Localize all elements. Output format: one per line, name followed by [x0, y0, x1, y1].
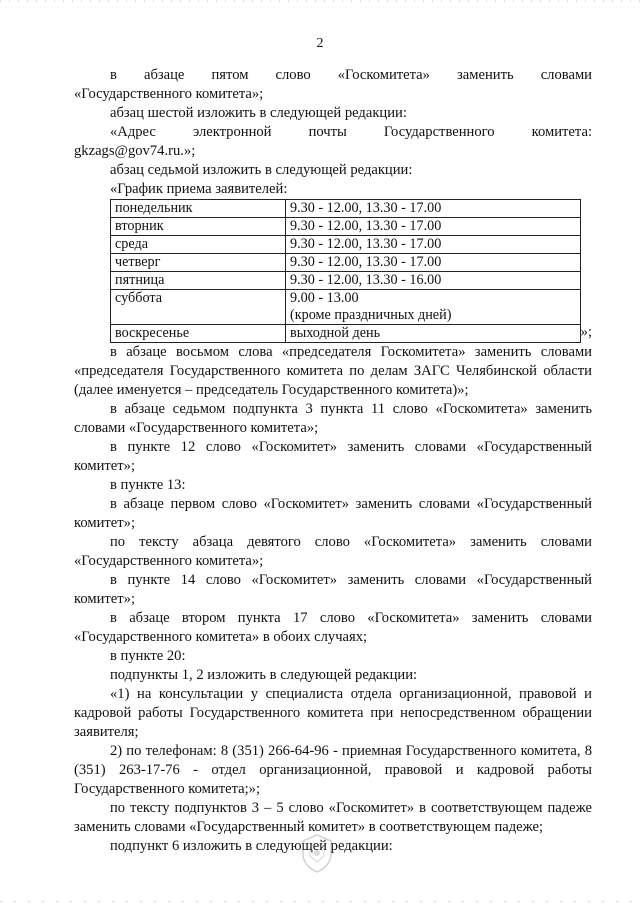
- paragraph-1-line-2: «Государственного комитета»;: [74, 86, 264, 102]
- schedule-day: четверг: [111, 254, 286, 272]
- schedule-day: воскресенье: [111, 325, 286, 343]
- paragraph-1-line-1: в абзаце пятом слово «Госкомитета» заменить словами: [110, 67, 592, 83]
- schedule-day: понедельник: [111, 200, 286, 218]
- schedule-block: [74, 199, 592, 343]
- amendment-paragraph: 2) по телефонам: 8 (351) 266-64-96 - приемная Государственного комитета, 8 (351) 263-17-76 - отдел организационной, правовой и кадровой работы Государственного комитета;»;: [74, 743, 592, 797]
- paragraph-3-line-2: gkzags@gov74.ru.»;: [74, 143, 196, 159]
- amendment-paragraph: в абзаце втором пункта 17 слово «Госкомитета» заменить словами «Государственного комитета» в обоих случаях;: [74, 610, 592, 645]
- schedule-time: 9.30 - 12.00, 13.30 - 17.00: [286, 200, 581, 218]
- schedule-time: 9.30 - 12.00, 13.30 - 17.00: [286, 218, 581, 236]
- amendment-paragraph: в абзаце седьмом подпункта 3 пункта 11 слово «Госкомитета» заменить словами «Государственного комитета»;: [74, 401, 592, 436]
- amendment-paragraph: по тексту подпунктов 3 – 5 слово «Госкомитет» в соответствующем падеже заменить словами «Государственный комитет» в соответствующем падеже;: [74, 800, 592, 835]
- schedule-day: пятница: [111, 272, 286, 290]
- document-body: [74, 66, 592, 856]
- schedule-table: [110, 199, 581, 343]
- schedule-time: 9.30 - 12.00, 13.30 - 17.00: [286, 254, 581, 272]
- amendment-paragraph: «1) на консультации у специалиста отдела организационной, правовой и кадровой работы Государственного комитета при непосредственном обращении заявителя;: [74, 686, 592, 740]
- schedule-time: 9.30 - 12.00, 13.30 - 16.00: [286, 272, 581, 290]
- schedule-heading: «График приема заявителей:: [110, 181, 288, 197]
- paragraph-2: абзац шестой изложить в следующей редакции:: [110, 105, 407, 121]
- schedule-time-cell: [286, 290, 581, 325]
- table-row: [111, 290, 581, 325]
- amendment-paragraph: подпункт 6 изложить в следующей редакции:: [110, 838, 393, 854]
- table-row: [111, 325, 581, 343]
- table-row: [111, 200, 581, 218]
- table-row: [111, 272, 581, 290]
- amendment-paragraph: в абзаце первом слово «Госкомитет» заменить словами «Государственный комитет»;: [74, 496, 592, 531]
- table-closing-quote: »;: [580, 324, 592, 340]
- schedule-day: суббота: [111, 290, 286, 325]
- amendment-paragraph: в пункте 20:: [110, 648, 186, 664]
- table-row: [111, 254, 581, 272]
- amendment-paragraph: подпункты 1, 2 изложить в следующей редакции:: [110, 667, 418, 683]
- table-row: [111, 236, 581, 254]
- schedule-day: вторник: [111, 218, 286, 236]
- schedule-time: 9.30 - 12.00, 13.30 - 17.00: [286, 236, 581, 254]
- table-row: [111, 218, 581, 236]
- schedule-day: среда: [111, 236, 286, 254]
- schedule-time-note: (кроме праздничных дней): [290, 307, 452, 323]
- page-number: 2: [316, 36, 324, 51]
- paragraph-4: абзац седьмой изложить в следующей редакции:: [110, 162, 413, 178]
- paragraph-3-line-1: «Адрес электронной почты Государственного комитета:: [110, 124, 592, 140]
- scan-edge-top: [0, 0, 640, 2]
- amendment-paragraph: в пункте 12 слово «Госкомитет» заменить словами «Государственный комитет»;: [74, 439, 592, 474]
- amendment-paragraph: в пункте 14 слово «Госкомитет» заменить словами «Государственный комитет»;: [74, 572, 592, 607]
- schedule-time: выходной день: [286, 325, 581, 343]
- amendment-paragraph: в абзаце восьмом слова «председателя Госкомитета» заменить словами «председателя Государственного комитета по делам ЗАГС Челябинской области (далее именуется – председатель Государственного комитета)»;: [74, 344, 592, 398]
- emblem-watermark-icon: [296, 832, 338, 874]
- schedule-time: 9.00 - 13.00: [290, 290, 359, 306]
- amendment-paragraph: в пункте 13:: [110, 477, 186, 493]
- scan-edge-bottom: [0, 901, 640, 902]
- amendment-paragraph: по тексту абзаца девятого слово «Госкомитета» заменить словами «Государственного комитета»;: [74, 534, 592, 569]
